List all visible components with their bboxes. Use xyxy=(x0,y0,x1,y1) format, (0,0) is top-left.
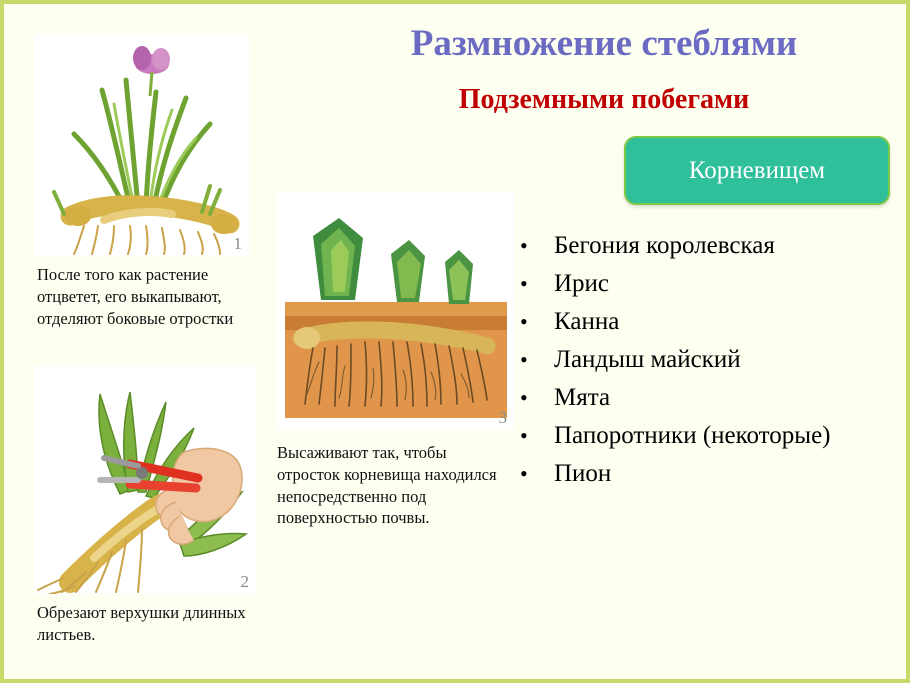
list-item-label: Пион xyxy=(554,460,612,487)
bullet-icon: • xyxy=(520,309,528,334)
bullet-icon: • xyxy=(520,271,528,296)
figure-2-number: 2 xyxy=(240,572,249,591)
bullet-icon: • xyxy=(520,385,528,410)
badge-label: Корневищем xyxy=(688,156,826,184)
status-badge xyxy=(624,136,890,205)
figure-3-number: 3 xyxy=(498,408,507,427)
bullet-icon: • xyxy=(520,423,528,448)
iris-rhizome-illustration xyxy=(34,34,249,256)
planting-depth-illustration xyxy=(277,192,514,430)
figure-1-number: 1 xyxy=(233,234,242,253)
cutting-leaves-illustration xyxy=(34,366,256,594)
bullet-icon: • xyxy=(520,347,528,372)
list-item-label: Папоротники (некоторые) xyxy=(554,422,831,449)
bullet-icon: • xyxy=(520,461,528,486)
figure-3-image xyxy=(277,192,514,430)
list-item-label: Бегония королевская xyxy=(554,232,775,259)
figure-2-caption: Обрезают верхушки длинных листьев. xyxy=(37,603,246,644)
list-item xyxy=(520,308,910,346)
bullet-icon: • xyxy=(520,233,528,258)
plant-list xyxy=(520,232,910,498)
list-item xyxy=(520,346,910,384)
list-item xyxy=(520,422,910,460)
list-item xyxy=(520,232,910,270)
list-item xyxy=(520,460,910,498)
list-item xyxy=(520,270,910,308)
list-item-label: Ландыш майский xyxy=(554,346,741,373)
figure-1-image xyxy=(34,34,249,256)
page-title: Размножение стеблями xyxy=(410,23,798,64)
list-item xyxy=(520,384,910,422)
list-item-label: Ирис xyxy=(554,270,610,297)
list-item-label: Мята xyxy=(554,384,611,411)
figure-3-caption: Высаживают так, чтобы отросток корневища находился непосредственно под поверхностью почвы. xyxy=(277,443,497,528)
page-subtitle: Подземными побегами xyxy=(458,84,750,115)
figure-1-caption: После того как растение отцветет, его выкапывают, отделяют боковые отростки xyxy=(37,265,234,328)
list-item-label: Канна xyxy=(554,308,620,335)
figure-2-image xyxy=(34,366,256,594)
